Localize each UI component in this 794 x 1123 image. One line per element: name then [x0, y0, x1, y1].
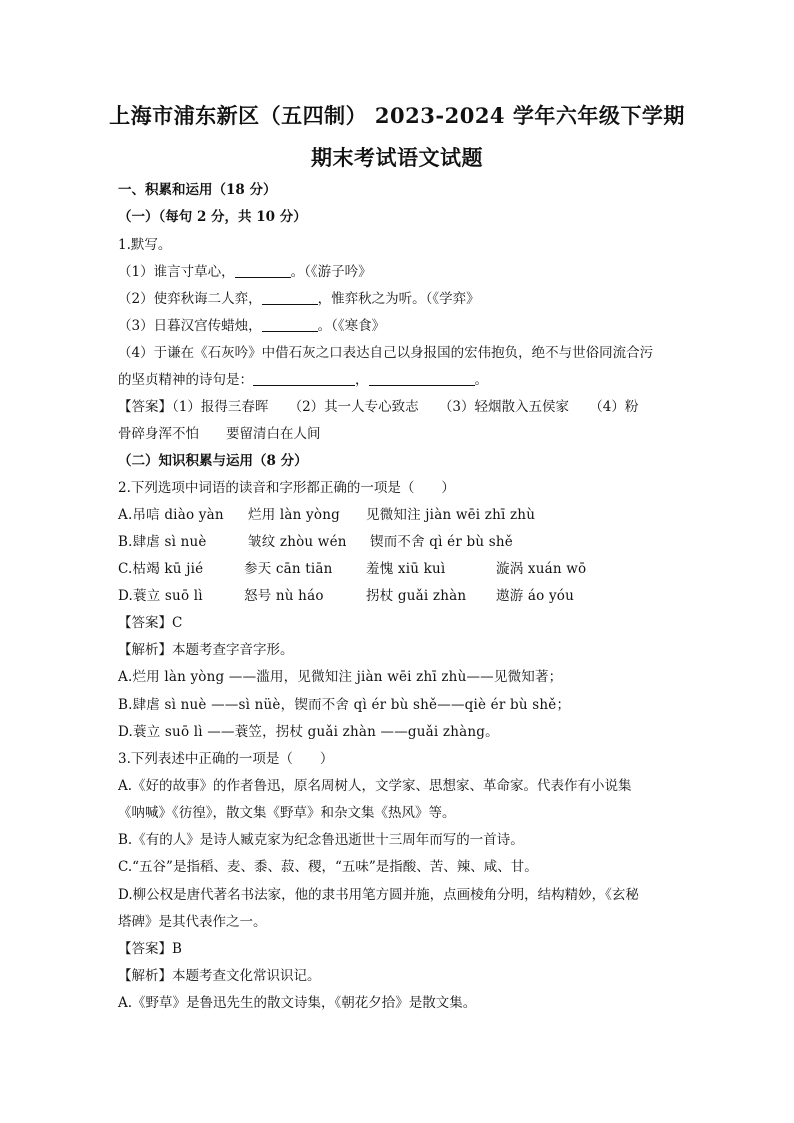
q2-stem: 2.下列选项中词语的读音和字形都正确的一项是（ ）	[118, 480, 455, 496]
q3-option-d-line2: 塔碑》是其代表作之一。	[118, 914, 267, 930]
q1-line2-text-b: ，惟弈秋之为听。（《学弈》	[317, 291, 480, 307]
q2-analysis-d: D.蓑立 suō lì ——蓑笠，拐杖 guǎi zhàn ——guǎi zhàng。	[118, 724, 499, 740]
q1-line2	[118, 290, 480, 308]
q3-option-c: C.“五谷”是指稻、麦、黍、菽、稷，“五味”是指酸、苦、辣、咸、甘。	[118, 859, 538, 875]
q2-c-word2: 参天 cān tiān	[244, 561, 333, 577]
q2-c-word1: C.枯竭 kū jié	[118, 561, 204, 577]
q2-b-word3: 锲而不舍 qì ér bù shě	[370, 534, 513, 550]
q1-line5-text-b: ，	[355, 372, 369, 388]
q3-option-d-line1: D.柳公权是唐代著名书法家，他的隶书用笔方圆并施，点画棱角分明，结构精妙，《玄秘	[118, 887, 639, 903]
q1-line2-text-a: （2）使弈秋诲二人弈，	[118, 291, 262, 307]
q3-analysis: 【解析】本题考查文化常识识记。	[118, 968, 321, 984]
q1-line5-text-c: 。	[474, 372, 488, 388]
q1-line3-text-b: 。（《寒食》	[317, 318, 386, 334]
q2-d-word1: D.蓑立 suō lì	[118, 588, 203, 604]
q2-a-word3: 见微知注 jiàn wēi zhī zhù	[366, 507, 536, 523]
q3-answer: 【答案】B	[118, 941, 182, 957]
section1-heading: 一、积累和运用（18 分）	[118, 182, 277, 198]
q1-line4: （4）于谦在《石灰吟》中借石灰之口表达自己以身报国的宏伟抱负，绝不与世俗同流合污	[118, 345, 654, 361]
q2-a-word1: A.吊唁 diào yàn	[118, 507, 224, 523]
q1-line3-text-a: （3）日暮汉宫传蜡烛，	[118, 318, 262, 334]
q2-a-word2: 烂用 làn yòng	[248, 507, 340, 523]
q3-option-b: B.《有的人》是诗人臧克家为纪念鲁迅逝世十三周年而写的一首诗。	[118, 832, 524, 848]
q2-analysis-a: A.烂用 làn yòng ——滥用，见微知注 jiàn wēi zhī zhù——见微知著；	[118, 669, 563, 685]
q1-answer-line2: 骨碎身浑不怕 要留清白在人间	[118, 426, 321, 442]
fill-blank	[262, 290, 318, 305]
q1-stem: 1.默写。	[118, 237, 172, 253]
document-title-line1: 上海市浦东新区（五四制） 2023-2024 学年六年级下学期	[109, 103, 685, 128]
fill-blank	[262, 317, 318, 332]
q3-stem: 3.下列表述中正确的一项是（ ）	[118, 751, 334, 767]
document-title-line2: 期末考试语文试题	[311, 145, 483, 170]
q2-c-word4: 漩涡 xuán wō	[496, 561, 587, 577]
q1-line3	[118, 317, 385, 335]
q2-analysis-b: B.肆虐 sì nuè ——sì nüè，锲而不舍 qì ér bù shě——qiè ér bù shě；	[118, 697, 571, 713]
part2-heading: （二）知识积累与运用（8 分）	[118, 453, 308, 469]
q3-analysis-a: A.《野草》是鲁迅先生的散文诗集，《朝花夕拾》是散文集。	[118, 995, 477, 1011]
fill-blank	[369, 371, 475, 386]
q2-d-word2: 怒号 nù háo	[244, 588, 324, 604]
q2-c-word3: 羞愧 xiū kuì	[366, 561, 446, 577]
q1-line1-text-a: （1）谁言寸草心，	[118, 264, 235, 280]
q2-d-word4: 遨游 áo yóu	[496, 588, 575, 604]
fill-blank	[235, 263, 291, 278]
q3-option-a-line2: 《呐喊》《彷徨》，散文集《野草》和杂文集《热风》等。	[118, 805, 456, 821]
part1-heading: （一）（每句 2 分，共 10 分）	[118, 209, 307, 225]
q2-b-word2: 皱纹 zhòu wén	[248, 534, 347, 550]
q1-line5	[118, 371, 488, 389]
q1-line1	[118, 263, 372, 281]
q1-line5-text-a: 的坚贞精神的诗句是：	[118, 372, 253, 388]
q3-option-a-line1: A.《好的故事》的作者鲁迅，原名周树人，文学家、思想家、革命家。代表作有小说集	[118, 778, 632, 794]
q1-answer-line1: 【答案】（1）报得三春晖 （2）其一人专心致志 （3）轻烟散入五侯家 （4）粉	[118, 399, 639, 415]
q2-analysis: 【解析】本题考查字音字形。	[118, 642, 294, 658]
fill-blank	[253, 371, 355, 386]
q2-answer: 【答案】C	[118, 615, 183, 631]
q2-d-word3: 拐杖 guǎi zhàn	[366, 588, 467, 604]
q2-b-word1: B.肆虐 sì nuè	[118, 534, 207, 550]
q1-line1-text-b: 。（《游子吟》	[290, 264, 372, 280]
